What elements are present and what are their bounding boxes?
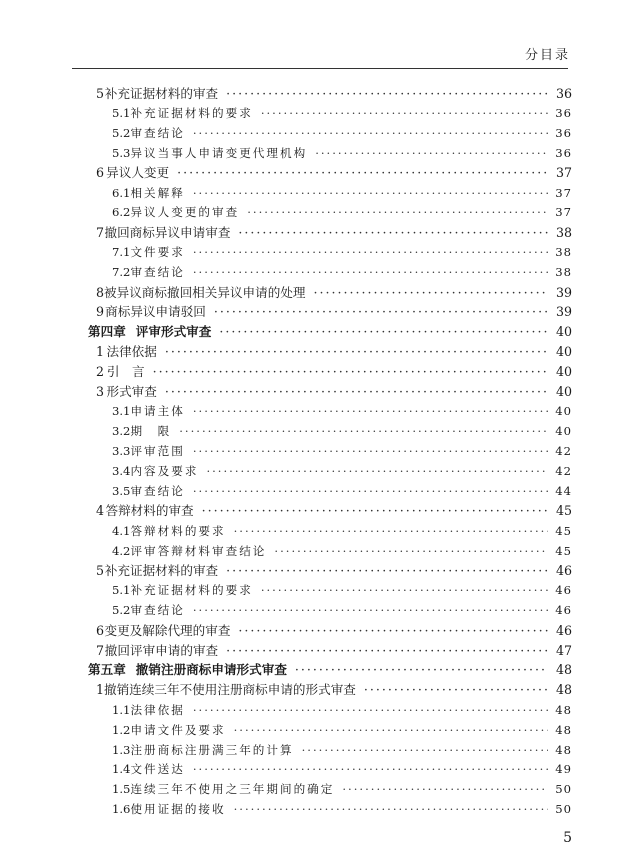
toc-entry	[88, 164, 572, 184]
toc-entry-page: 46	[555, 622, 572, 638]
dot-leader	[314, 287, 548, 300]
toc-entry	[88, 800, 572, 820]
toc-entry-title: 异议人变更的审查	[130, 205, 240, 220]
toc-entry-title: 被异议商标撤回相关异议申请的处理	[104, 284, 306, 300]
toc-entry	[88, 462, 572, 482]
toc-entry-number: 5.1	[112, 106, 131, 121]
toc-entry-number: 6	[96, 622, 105, 638]
dot-leader	[226, 88, 548, 101]
toc-entry-page: 40	[555, 404, 572, 419]
toc-entry-number: 4	[96, 503, 105, 519]
toc-entry-page: 40	[555, 384, 572, 399]
dot-leader	[193, 446, 548, 458]
toc-entry-page: 48	[555, 682, 572, 698]
toc-entry-page: 46	[555, 583, 572, 598]
toc-entry-number: 9	[96, 304, 105, 320]
toc-entry	[88, 183, 572, 203]
toc-entry-number: 3.4	[112, 464, 131, 479]
toc-entry-title: 形式审查	[106, 384, 157, 399]
toc-entry	[88, 641, 572, 661]
toc-entry-page: 45	[555, 503, 572, 519]
toc-entry-title: 申请主体	[130, 404, 185, 419]
toc-entry	[88, 581, 572, 601]
toc-entry	[88, 621, 572, 641]
toc-entry-number: 7.1	[112, 245, 131, 260]
toc-entry-number: 5.2	[112, 125, 131, 140]
toc-entry-number: 3	[96, 384, 105, 399]
dot-leader	[202, 505, 548, 518]
toc-entry-title: 引 言	[106, 364, 145, 380]
toc-entry-number: 5.2	[112, 603, 131, 618]
toc-entry-page: 38	[555, 265, 572, 280]
toc-entry	[88, 422, 572, 442]
dot-leader	[238, 625, 548, 638]
toc-entry	[88, 601, 572, 621]
toc-entry-page: 50	[555, 802, 572, 817]
toc-entry	[88, 522, 572, 542]
toc-entry-title: 文件送达	[130, 762, 185, 777]
dot-leader	[261, 585, 548, 597]
toc-entry-title: 审查结论	[130, 125, 185, 140]
toc-entry-number: 4.1	[112, 523, 131, 538]
toc-entry-title: 商标异议申请驳回	[105, 304, 206, 320]
toc-entry-title: 法律依据	[130, 702, 185, 717]
toc-entry-title: 使用证据的接收	[130, 802, 226, 817]
toc-entry	[88, 701, 572, 721]
toc-entry	[88, 104, 572, 124]
toc-entry-page: 50	[555, 782, 572, 797]
toc-entry-page: 36	[555, 85, 572, 101]
toc-entry-title: 相关解释	[130, 185, 185, 200]
toc-entry	[88, 223, 572, 243]
dot-leader	[234, 526, 548, 538]
toc-entry-title: 撤销注册商标申请形式审查	[135, 662, 287, 678]
toc-entry	[88, 482, 572, 502]
toc-entry-number: 6.1	[112, 185, 131, 200]
dot-leader	[315, 148, 548, 160]
toc-entry-number: 2	[96, 364, 105, 380]
toc-entry-number: 7	[96, 642, 105, 658]
dot-leader	[193, 406, 548, 418]
toc-entry-page: 48	[555, 742, 572, 757]
toc-entry	[88, 243, 572, 263]
toc-entry-number: 6	[96, 165, 105, 181]
toc-entry-page: 36	[555, 125, 572, 140]
toc-entry	[88, 84, 572, 104]
dot-leader	[165, 386, 548, 399]
toc-entry-number: 7	[96, 224, 105, 240]
toc-entry-number: 1.2	[112, 722, 131, 737]
toc-entry-title: 撤回商标异议申请审查	[104, 224, 231, 240]
dot-leader	[226, 565, 548, 578]
toc-entry-page: 38	[555, 245, 572, 260]
toc-entry-page: 46	[555, 603, 572, 618]
toc-entry	[88, 780, 572, 800]
toc-entry-page: 42	[555, 464, 572, 479]
toc-entry-title: 期 限	[130, 424, 172, 439]
toc-entry	[88, 442, 572, 462]
toc-entry-page: 37	[555, 205, 572, 220]
toc-entry-title: 注册商标注册满三年的计算	[130, 742, 294, 757]
toc-entry-title: 异议当事人申请变更代理机构	[130, 145, 308, 160]
table-of-contents	[88, 84, 572, 820]
toc-chapter-entry	[88, 661, 572, 681]
toc-entry-title: 内容及要求	[130, 464, 199, 479]
toc-entry-title: 答辩材料的审查	[105, 503, 194, 519]
toc-entry-number: 5.1	[112, 583, 131, 598]
toc-entry-page: 40	[555, 424, 572, 439]
toc-entry-title: 评审答辩材料审查结论	[130, 543, 267, 558]
toc-entry-page: 45	[555, 523, 572, 538]
toc-entry	[88, 303, 572, 323]
toc-entry-page: 45	[555, 543, 572, 558]
dot-leader	[261, 108, 548, 120]
toc-entry-number: 1.5	[112, 782, 131, 797]
dot-leader	[247, 207, 548, 219]
header-rule	[72, 68, 568, 69]
toc-entry	[88, 740, 572, 760]
running-head: 分目录	[524, 48, 570, 63]
toc-entry	[88, 402, 572, 422]
dot-leader	[193, 705, 548, 717]
dot-leader	[238, 227, 548, 240]
toc-entry-title: 答辩材料的要求	[130, 523, 226, 538]
dot-leader	[193, 128, 548, 140]
toc-entry-page: 42	[555, 444, 572, 459]
toc-entry-number: 4.2	[112, 543, 131, 558]
toc-entry-page: 38	[555, 224, 572, 240]
dot-leader	[274, 546, 548, 558]
toc-entry	[88, 541, 572, 561]
toc-entry	[88, 203, 572, 223]
toc-entry-page: 48	[555, 722, 572, 737]
dot-leader	[193, 764, 548, 776]
toc-entry-page: 39	[555, 284, 572, 300]
toc-entry	[88, 362, 572, 382]
toc-entry	[88, 561, 572, 581]
toc-entry	[88, 283, 572, 303]
toc-entry-page: 37	[555, 165, 572, 181]
toc-entry-number: 5.3	[112, 145, 131, 160]
toc-entry-page: 44	[555, 483, 572, 498]
toc-entry-number: 3.1	[112, 404, 131, 419]
dot-leader	[193, 247, 548, 259]
toc-entry-title: 补充证据材料的要求	[130, 106, 253, 121]
toc-entry	[88, 721, 572, 741]
toc-entry-page: 40	[555, 344, 572, 360]
toc-entry-number: 1.1	[112, 702, 131, 717]
toc-entry-title: 撤回评审申请的审查	[104, 642, 219, 658]
toc-entry	[88, 343, 572, 363]
toc-entry-number: 1.3	[112, 742, 131, 757]
toc-entry-page: 40	[555, 364, 572, 380]
dot-leader	[193, 605, 548, 617]
toc-entry-number: 1.4	[112, 762, 131, 777]
toc-entry	[88, 144, 572, 164]
toc-entry-title: 审查结论	[130, 483, 185, 498]
toc-entry-page: 36	[555, 106, 572, 121]
toc-entry-number: 3.5	[112, 483, 131, 498]
toc-entry-title: 评审形式审查	[135, 324, 212, 340]
dot-leader	[295, 664, 548, 677]
toc-entry-title: 补充证据材料的审查	[104, 85, 219, 101]
toc-entry-number: 7.2	[112, 265, 131, 280]
toc-entry-page: 39	[555, 304, 572, 320]
toc-entry-number: 6.2	[112, 205, 131, 220]
toc-entry-number: 8	[96, 284, 105, 300]
toc-entry-number: 5	[96, 563, 105, 579]
toc-entry-page: 37	[555, 185, 572, 200]
toc-entry-page: 49	[555, 762, 572, 777]
toc-entry-page: 48	[555, 702, 572, 717]
dot-leader	[177, 167, 548, 180]
toc-entry-number: 5	[96, 85, 105, 101]
toc-entry-title: 评审范围	[130, 444, 185, 459]
page-number: 5	[563, 830, 572, 846]
toc-entry	[88, 760, 572, 780]
dot-leader	[193, 267, 548, 279]
dot-leader	[193, 486, 548, 498]
toc-entry	[88, 382, 572, 402]
dot-leader	[234, 725, 548, 737]
toc-entry-title: 补充证据材料的要求	[130, 583, 253, 598]
toc-entry-title: 审查结论	[130, 265, 185, 280]
toc-entry-number: 3.2	[112, 424, 131, 439]
dot-leader	[219, 326, 548, 339]
dot-leader	[364, 684, 548, 697]
toc-entry	[88, 681, 572, 701]
toc-entry-page: 40	[555, 324, 572, 340]
toc-entry-title: 法律依据	[106, 344, 157, 360]
toc-entry-number: 第四章	[88, 324, 126, 340]
toc-entry-title: 变更及解除代理的审查	[104, 622, 231, 638]
toc-chapter-entry	[88, 323, 572, 343]
toc-entry-number: 1	[96, 344, 105, 360]
toc-entry-title: 补充证据材料的审查	[104, 563, 219, 579]
toc-entry-title: 申请文件及要求	[130, 722, 226, 737]
toc-entry-number: 1	[96, 682, 105, 698]
toc-entry-page: 47	[555, 642, 572, 658]
toc-entry-title: 审查结论	[130, 603, 185, 618]
toc-entry-title: 文件要求	[130, 245, 185, 260]
toc-entry-number: 3.3	[112, 444, 131, 459]
toc-entry-title: 异议人变更	[106, 165, 170, 181]
dot-leader	[342, 784, 548, 796]
toc-entry-title: 撤销连续三年不使用注册商标申请的形式审查	[104, 682, 356, 698]
dot-leader	[234, 804, 548, 816]
toc-entry-title: 连续三年不使用之三年期间的确定	[130, 782, 335, 797]
dot-leader	[214, 306, 548, 319]
toc-entry-page: 48	[555, 662, 572, 678]
dot-leader	[153, 366, 548, 379]
toc-entry-page: 46	[555, 563, 572, 579]
dot-leader	[206, 466, 548, 478]
dot-leader	[193, 188, 548, 200]
toc-entry-number: 1.6	[112, 802, 131, 817]
dot-leader	[302, 745, 548, 757]
toc-entry-number: 第五章	[88, 662, 126, 678]
toc-entry	[88, 263, 572, 283]
dot-leader	[165, 346, 548, 359]
dot-leader	[179, 426, 548, 438]
dot-leader	[226, 645, 548, 658]
toc-entry	[88, 502, 572, 522]
toc-entry	[88, 124, 572, 144]
toc-entry-page: 36	[555, 145, 572, 160]
